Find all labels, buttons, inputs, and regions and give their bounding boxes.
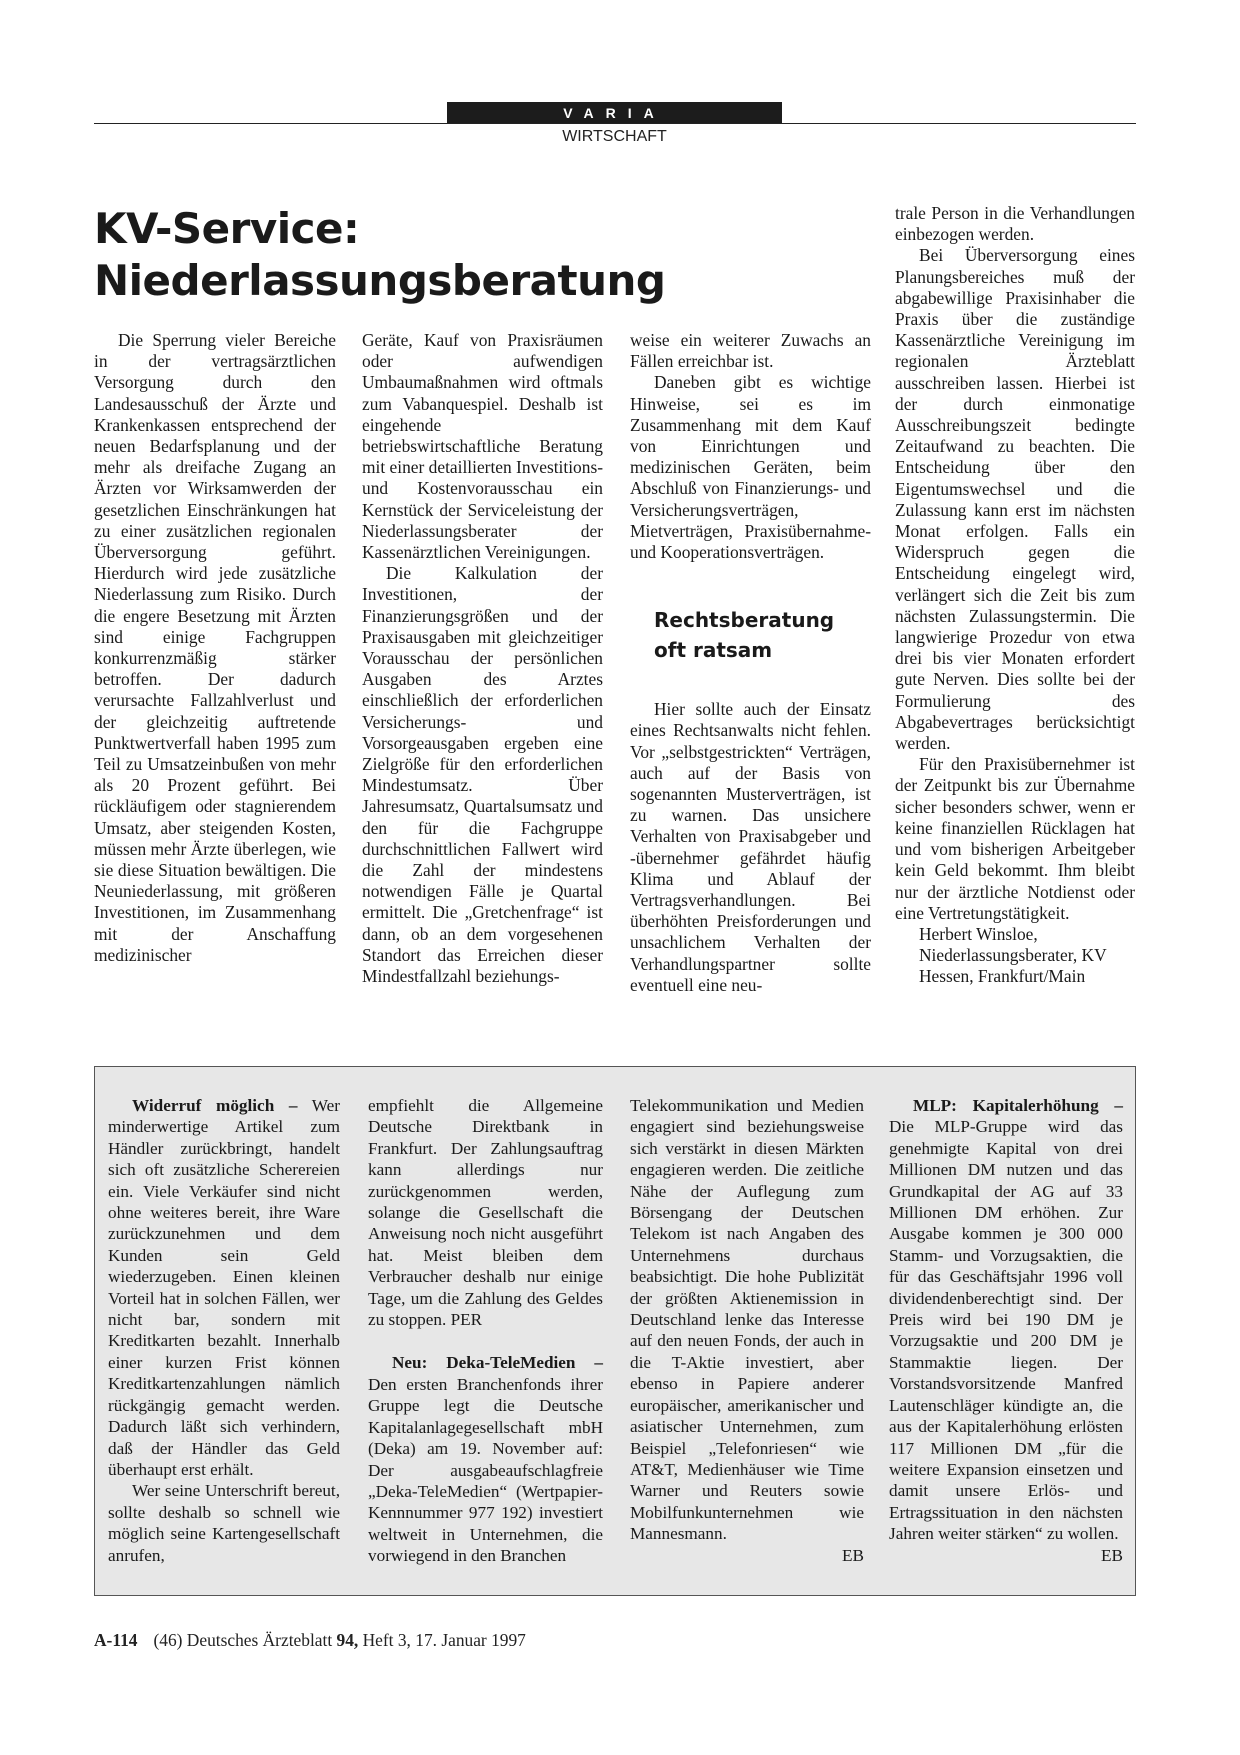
article-column-2	[362, 330, 603, 987]
box-text: Wer minderwertige Artikel zum Händler zurückbringt, handelt sich oft zusätzliche Scherereien ein. Viele Verkäufer sind nicht ohne weiteres bereit, ihre Ware zurückzunehmen und dem Kunden sein Geld wiederzugeben. Einen kleinen Vorteil hat in solchen Fällen, wer nicht bar, sondern mit Kreditkarten bezahlt. Innerhalb einer kurzen Frist können Kreditkartenzahlungen nämlich rückgängig gemacht werden. Dadurch läßt sich verhindern, daß der Händler das Geld überhaupt erst erhält.	[108, 1096, 340, 1479]
article-title	[94, 203, 734, 307]
box-column-3	[630, 1095, 864, 1566]
page-footer	[94, 1630, 526, 1651]
news-signature: EB	[842, 1545, 864, 1565]
news-signature: EB	[1101, 1545, 1123, 1565]
box-paragraph	[368, 1352, 603, 1566]
section-label: VARIA	[447, 102, 782, 124]
box-paragraph: Wer seine Unterschrift bereut, sollte deshalb so schnell wie möglich seine Kartengesellschaft anrufen,	[108, 1481, 340, 1565]
box-column-1	[108, 1095, 340, 1566]
article-paragraph: Daneben gibt es wichtige Hinweise, sei es im Zusammenhang mit dem Kauf von Einrichtungen und medizinischen Geräten, beim Abschluß von Finanzierungs- und Versicherungsverträgen, Mietverträgen, Praxisübernahme- und Kooperationsverträgen.	[630, 372, 871, 563]
box-paragraph	[108, 1095, 340, 1480]
subsection-label: WIRTSCHAFT	[562, 128, 667, 145]
article-paragraph: Hier sollte auch der Einsatz eines Rechtsanwalts nicht fehlen. Vor „selbstgestrickten“ Verträgen, auch auf der Basis von sogenannten Musterverträgen, ist zu warnen. Das unsichere Verhalten von Praxisabgeber und -übernehmer gefährdet häufig Klima und Ablauf der Vertragsverhandlungen. Bei überhöhten Preisforderungen und unsachlichem Verhalten der Verhandlungspartner sollte eventuell eine neu-	[630, 699, 871, 995]
news-signature: PER	[450, 1310, 483, 1330]
box-column-2	[368, 1095, 603, 1567]
article-paragraph: Die Kalkulation der Investitionen, der Finanzierungsgrößen und der Praxisausgaben mit gleichzeitiger Vorausschau der persönlichen Ausgaben des Arztes einschließlich der erforderlichen Versicherungs- und Vorsorgeausgaben ergeben eine Zielgröße für den erforderlichen Mindestumsatz. Über Jahresumsatz, Quartalsumsatz und den für die Fachgruppe durchschnittlichen Fallwert wird die Zahl der mindestens notwendigen Fälle je Quartal ermittelt. Die „Gretchenfrage“ ist dann, ob an dem vorgesehenen Standort das Erreichen dieser Mindestfallzahl beziehungs-	[362, 563, 603, 987]
article-column-3	[630, 330, 871, 996]
box-text: Den ersten Branchenfonds ihrer Gruppe legt die Deutsche Kapitalanlagegesellschaft mbH (Deka) am 19. November auf: Der ausgabeaufschlagfreie „Deka-TeleMedien“ (Wertpapier-Kennnummer 977 192) investiert weltweit in Unternehmen, die vorwiegend in den Branchen	[368, 1374, 603, 1566]
page-number: A-114	[94, 1630, 138, 1650]
article-paragraph: trale Person in die Verhandlungen einbezogen werden.	[895, 203, 1135, 245]
news-heading: Neu: Deka-TeleMedien –	[392, 1353, 603, 1373]
subheading-line-2: oft ratsam	[654, 638, 773, 663]
box-column-4	[889, 1095, 1123, 1566]
box-text: empfiehlt die Allgemeine Deutsche Direktbank in Frankfurt. Der Zahlungsauftrag kann allerdings nur zurückgenommen werden, solange die Gesellschaft die Anweisung noch nicht ausgeführt hat. Meist bleiben dem Verbraucher deshalb nur einige Tage, um die Zahlung des Geldes zu stoppen.	[368, 1096, 603, 1330]
article-paragraph: Für den Praxisübernehmer ist der Zeitpunkt bis zur Übernahme sicher besonders schwer, wenn er keine finanziellen Rücklagen hat und vom bisherigen Arbeitgeber kein Geld bekommt. Ihm bleibt nur der ärztliche Notdienst oder eine Vertretungstätigkeit.	[895, 754, 1135, 923]
article-paragraph: weise ein weiterer Zuwachs an Fällen erreichbar ist.	[630, 330, 871, 372]
news-heading: MLP: Kapitalerhöhung –	[913, 1096, 1123, 1115]
article-paragraph: Die Sperrung vieler Bereiche in der vertragsärztlichen Versorgung durch den Landesausschuß der Ärzte und Krankenkassen entsprechend der neuen Bedarfsplanung und der mehr als dreifache Zugang an Ärzten vor Wirksamwerden der gesetzlichen Einschränkungen hat zu einer zusätzlichen regionalen Überversorgung geführt. Hierdurch wird jede zusätzliche Niederlassung zum Risiko. Durch die engere Besetzung mit Ärzten sind einige Fachgruppen konkurrenzmäßig stärker betroffen. Der dadurch verursachte Fallzahlverlust und der gleichzeitig auftretende Punktwertverfall haben 1995 zum Teil zu Umsatzeinbußen von mehr als 20 Prozent geführt. Bei rückläufigem oder stagnierendem Umsatz, aber steigenden Kosten, müssen mehr Ärzte überlegen, wie sie diese Situation bewältigen. Die Neuniederlassung, mit größeren Investitionen, im Zusammenhang mit der Anschaffung medizinischer	[94, 330, 336, 965]
title-line-1: KV-Service:	[94, 204, 360, 253]
citation-suffix: Heft 3, 17. Januar 1997	[358, 1630, 526, 1650]
news-heading: Widerruf möglich –	[132, 1096, 298, 1115]
article-column-4	[895, 203, 1135, 988]
article-column-1	[94, 330, 336, 966]
title-line-2: Niederlassungsberatung	[94, 256, 666, 305]
article-paragraph: Bei Überversorgung eines Planungsbereiches muß der abgabewillige Praxisinhaber die Praxis über die zuständige Kassenärztliche Vereinigung im regionalen Ärzteblatt ausschreiben lassen. Hierbei ist der durch einmonatige Ausschreibungszeit bedingte Zeitaufwand zu beachten. Die Entscheidung über den Eigentumswechsel und die Zulassung kann erst im nächsten Monat erfolgen. Falls ein Widerspruch gegen die Entscheidung eingelegt wird, verlängert sich die Zeit bis zum nächsten Zulassungstermin. Die langwierige Prozedur von etwa drei bis vier Monaten erfordert gute Nerven. Dies sollte bei der Formulierung des Abgabevertrages berücksichtigt werden.	[895, 245, 1135, 754]
box-text: Die MLP-Gruppe wird das genehmigte Kapital von drei Millionen DM nutzen und das Grundkapital der AG auf 33 Millionen DM erhöhen. Zur Ausgabe kommen je 300 000 Stamm- und Vorzugsaktien, die für das Geschäftsjahr 1996 voll dividendenberechtigt sind. Der Preis wird bei 190 DM je Vorzugsaktie und 200 DM je Stammaktie liegen. Der Vorstandsvorsitzende Manfred Lautenschläger kündigte an, die aus der Kapitalerhöhung erlösten 117 Millionen DM „für die weitere Expansion einsetzen und damit unsere Erlös- und Ertragssituation in den nächsten Jahren weiter stärken“ zu wollen.	[889, 1117, 1123, 1544]
header-rule	[94, 123, 1136, 124]
author-signature: Herbert Winsloe, Niederlassungsberater, KV Hessen, Frankfurt/Main	[919, 923, 1107, 987]
box-paragraph	[889, 1095, 1123, 1545]
box-paragraph: Telekommunikation und Medien engagiert sind beziehungsweise sich verstärkt in diesen Märkten engagieren werden. Die zeitliche Nähe der Auflegung zum Börsengang der Deutschen Telekom ist nach Angaben des Unternehmens durchaus beabsichtigt. Die hohe Publizität der größten Aktienemission in Deutschland lenke das Interesse auf den neuen Fonds, der auch in die T-Aktie investiert, aber ebenso in Papiere anderer europäischer, amerikanischer und asiatischer Unternehmen, zum Beispiel „Telefonriesen“ wie AT&T, Medienhäuser wie Time Warner und Reuters sowie Mobilfunkunternehmen wie Mannesmann.	[630, 1096, 864, 1544]
citation-prefix: (46) Deutsches Ärzteblatt	[153, 1630, 337, 1650]
box-paragraph	[368, 1095, 603, 1330]
volume-number: 94,	[336, 1630, 359, 1650]
subheading	[654, 605, 871, 665]
subheading-line-1: Rechtsberatung	[654, 608, 835, 633]
article-paragraph: Geräte, Kauf von Praxisräumen oder aufwendigen Umbaumaßnahmen wird oftmals zum Vabanquespiel. Deshalb ist eingehende betriebswirtschaftliche Beratung mit einer detaillierten Investitions- und Kostenvorausschau ein Kernstück der Serviceleistung der Niederlassungsberater der Kassenärztlichen Vereinigungen.	[362, 330, 603, 563]
